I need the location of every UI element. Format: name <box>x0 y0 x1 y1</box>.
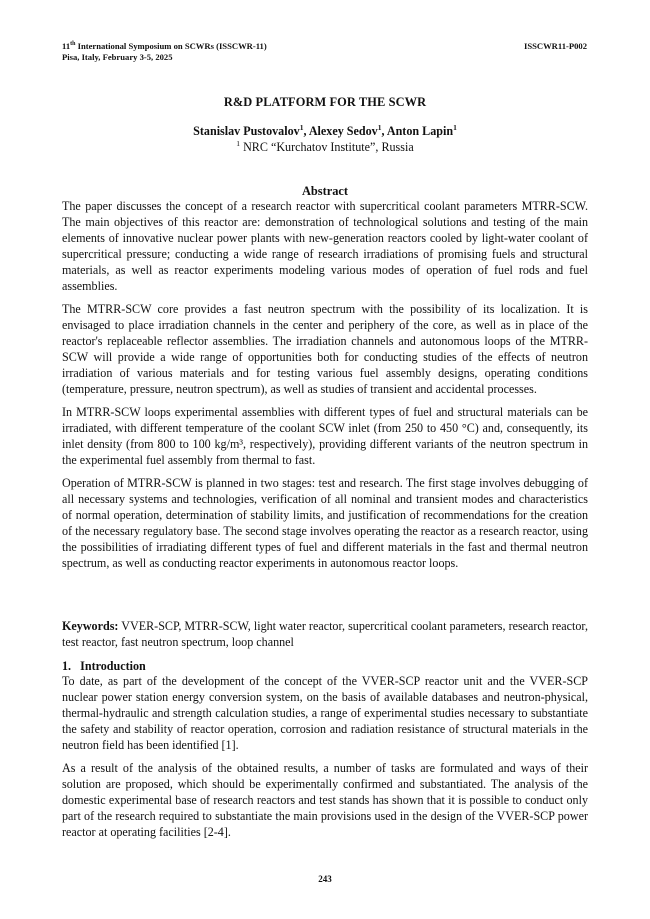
author-affil-mark: 1 <box>377 123 382 132</box>
affiliation <box>0 139 650 155</box>
affiliation-text: NRC “Kurchatov Institute”, Russia <box>240 140 414 155</box>
abstract-paragraph: The MTRR-SCW core provides a fast neutron spectrum with the possibility of its localization. It is envisaged to place irradiation channels in the center and periphery of the core, as well as in place of the reactor's replaceable reflector assemblies. The irradiation channels and autonomous loops of the MTRR-SCW will provide a wide range of opportunities both for conducting studies of the effects of neutron irradiation of various materials and for testing various fuel assembly designs, operating conditions (temperature, pressure, neutron spectrum), as well as studies of transient and accidental processes. <box>62 302 588 396</box>
abstract-heading: Abstract <box>301 184 349 198</box>
author-list <box>0 123 650 139</box>
conference-title: International Symposium on SCWRs (ISSCWR-11) <box>75 41 267 51</box>
author-name: Alexey Sedov <box>308 124 378 139</box>
abstract-body <box>62 198 588 578</box>
keywords-text: VVER-SCP, MTRR-SCW, light water reactor, supercritical coolant parameters, research reactor, test reactor, fast neutron spectrum, loop channel <box>62 619 588 649</box>
intro-paragraph: To date, as part of the development of the concept of the VVER-SCP reactor unit and the VVER-SCP nuclear power station energy conversion system, on the basis of available databases and neutron-physical, thermal-hydraulic and strength calculation studies, a range of experimental studies necessary to substantiate the safety and stability of reactor operation, corrosion and radiation resistance of structural materials in the neutron field has been identified [1]. <box>62 674 588 752</box>
conference-name <box>62 41 267 52</box>
abstract-paragraph: In MTRR-SCW loops experimental assemblies with different types of fuel and structural materials can be irradiated, with different temperature of the coolant SCW inlet (from 250 to 450 °C) and, consequently, its inlet density (from 800 to 100 kg/m³, respectively), providing different variants of the neutron spectrum in the experimental fuel assembly from thermal to fast. <box>62 405 588 467</box>
keywords <box>62 618 588 650</box>
abstract-paragraph: Operation of MTRR-SCW is planned in two stages: test and research. The first stage involves debugging of all necessary systems and technologies, verification of all nominal and transient modes and characteristics of normal operation, determination of stability limits, and justification of recommendations for the creation of the necessary regulatory base. The second stage involves operating the reactor as a research reactor, using the possibilities of irradiating different types of fuel and different materials in the fast and thermal neutron spectrum, as well as conducting reactor experiments in autonomous reactor loops. <box>62 476 588 570</box>
section-heading: 1. Introduction <box>62 659 146 673</box>
paper-title: R&D PLATFORM FOR THE SCWR <box>223 95 427 109</box>
abstract-paragraph: The paper discusses the concept of a research reactor with supercritical coolant parameters MTRR-SCW. The main objectives of this reactor are: demonstration of technological solutions and testing of the main elements of innovative nuclear power plants with new-generation reactors cooled by light-water coolant of supercritical pressure; conducting a wide range of research irradiations of promising fuels and structural materials, as well as reactor experiments modeling various modes of operation of fuel rods and fuel assemblies. <box>62 199 588 293</box>
conference-number: 11 <box>62 41 71 51</box>
author-name: Anton Lapin <box>386 124 454 139</box>
page-number: 243 <box>318 874 332 884</box>
author-name: Stanislav Pustovalov <box>193 124 300 139</box>
author-affil-mark: 1 <box>299 123 304 132</box>
paper-id: ISSCWR11-P002 <box>523 41 587 51</box>
conference-ordinal: th <box>70 41 76 48</box>
intro-paragraph: As a result of the analysis of the obtained results, a number of tasks are formulated and ways of their solution are proposed, which should be experimentally confirmed and substantiated. The analysis of the domestic experimental base of research reactors and test stands has shown that it is possible to conduct only part of the research required to substantiate the main provisions used in the design of the VVER-SCP power reactor at operating facilities [2-4]. <box>62 761 588 839</box>
author-separator: , <box>303 124 309 139</box>
affiliation-mark: 1 <box>236 139 241 148</box>
conference-location: Pisa, Italy, February 3-5, 2025 <box>62 52 173 62</box>
author-separator: , <box>381 124 387 139</box>
conference-header <box>62 41 267 63</box>
author-affil-mark: 1 <box>453 123 457 132</box>
keywords-label: Keywords: <box>62 619 119 633</box>
introduction-body <box>62 673 588 847</box>
